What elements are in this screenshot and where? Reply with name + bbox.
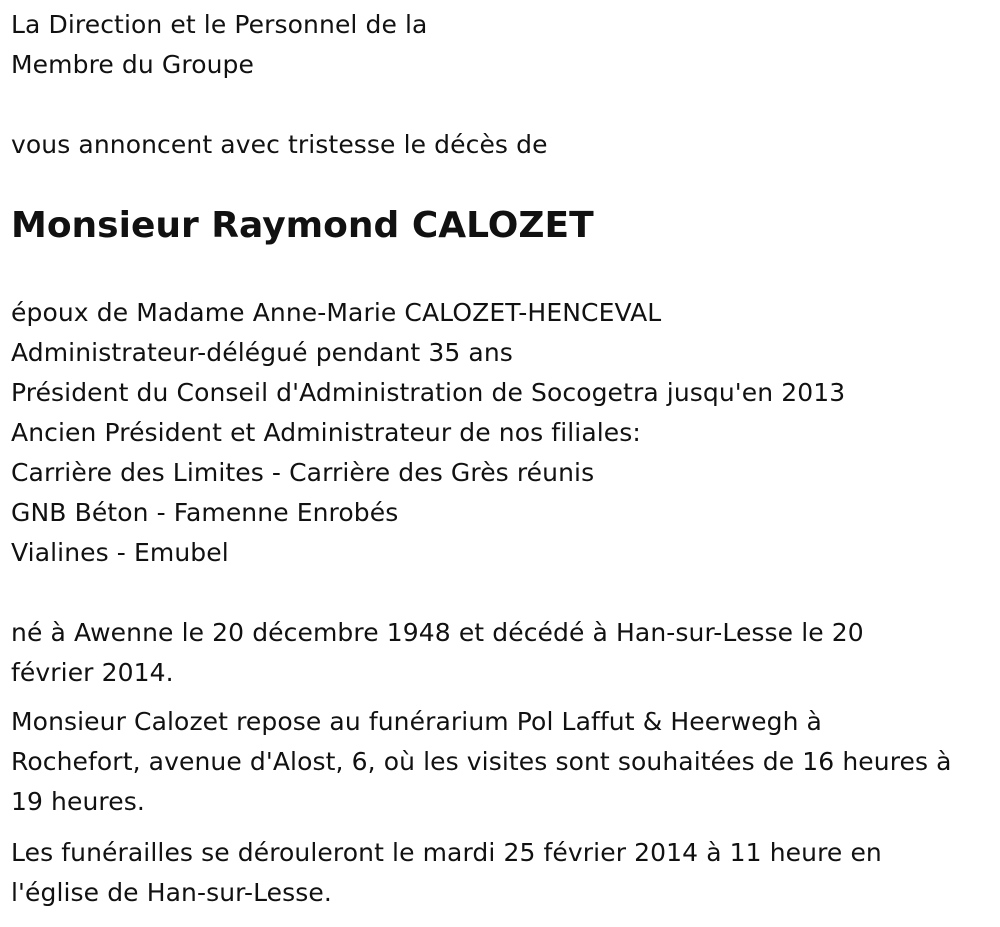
birth-death-line-2: février 2014. [11, 658, 174, 687]
detail-spouse: époux de Madame Anne-Marie CALOZET-HENCEVAL [11, 298, 662, 327]
detail-subsidiary-3: Vialines - Emubel [11, 538, 229, 567]
announcement-text: vous annoncent avec tristesse le décès de [11, 130, 548, 159]
deceased-name: Monsieur Raymond CALOZET [11, 205, 594, 246]
detail-role-2: Président du Conseil d'Administration de Socogetra jusqu'en 2013 [11, 378, 846, 407]
detail-subsidiary-1: Carrière des Limites - Carrière des Grès réunis [11, 458, 595, 487]
detail-role-3: Ancien Président et Administrateur de nos filiales: [11, 418, 641, 447]
birth-death-line-1: né à Awenne le 20 décembre 1948 et décédé à Han-sur-Lesse le 20 [11, 618, 864, 647]
visitation-line-3: 19 heures. [11, 787, 145, 816]
visitation-line-1: Monsieur Calozet repose au funérarium Pol Laffut & Heerwegh à [11, 707, 822, 736]
header-line-2: Membre du Groupe [11, 50, 254, 79]
detail-role-1: Administrateur-délégué pendant 35 ans [11, 338, 513, 367]
header-line-1: La Direction et le Personnel de la [11, 10, 428, 39]
visitation-line-2: Rochefort, avenue d'Alost, 6, où les visites sont souhaitées de 16 heures à [11, 747, 952, 776]
funeral-line-1: Les funérailles se dérouleront le mardi 25 février 2014 à 11 heure en [11, 838, 882, 867]
detail-subsidiary-2: GNB Béton - Famenne Enrobés [11, 498, 399, 527]
funeral-line-2: l'église de Han-sur-Lesse. [11, 878, 332, 907]
